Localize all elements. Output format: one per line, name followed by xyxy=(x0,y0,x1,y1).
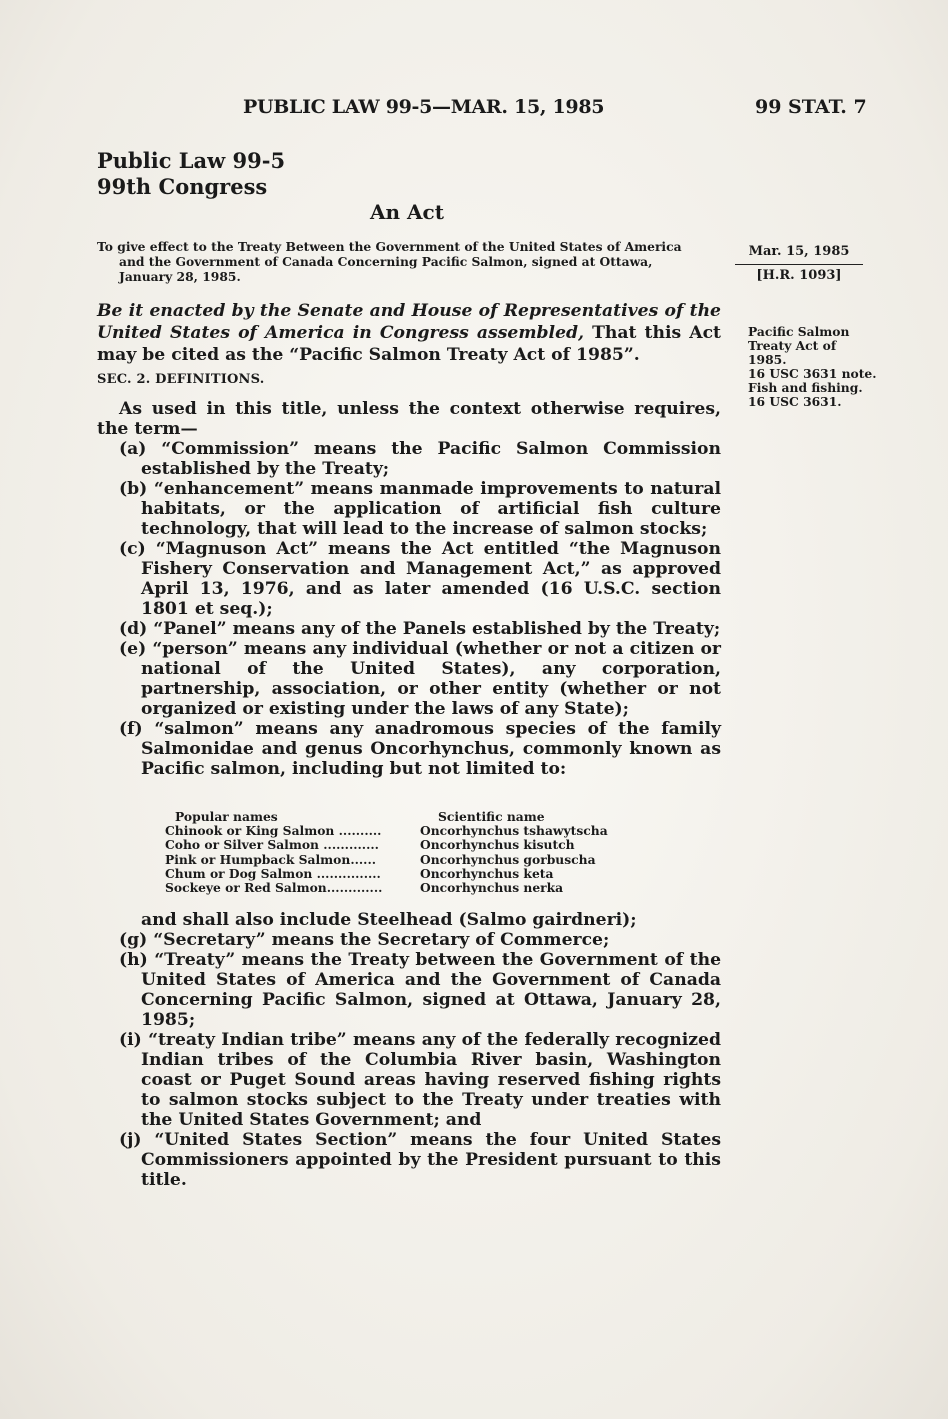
definition-j: (j) “United States Section” means the four United States Commissioners appointed by the President pursuant to this title. xyxy=(119,1130,721,1190)
enactment-date: Mar. 15, 1985 xyxy=(748,244,850,259)
popular-name: Pink or Humpback Salmon...... xyxy=(165,852,377,867)
table-header-row xyxy=(165,810,635,824)
enacting-clause xyxy=(97,300,721,366)
definition-f-continued: and shall also include Steelhead (Salmo gairdneri); xyxy=(141,910,637,930)
purpose-line-2: and the Government of Canada Concerning Pacific Salmon, signed at Ottawa, xyxy=(119,254,653,269)
congress-number: 99th Congress xyxy=(97,174,268,199)
column-header-scientific: Scientific name xyxy=(438,809,545,824)
scientific-name: Oncorhynchus tshawytscha xyxy=(420,823,608,839)
popular-name: Chum or Dog Salmon ............... xyxy=(165,866,381,881)
table-row xyxy=(165,853,635,867)
margin-note-usc: 16 USC 3631. xyxy=(748,394,842,409)
popular-name: Sockeye or Red Salmon............. xyxy=(165,881,383,896)
definition-i: (i) “treaty Indian tribe” means any of the federally recognized Indian tribes of the Columbia River basin, Washington coast or Puget Sound areas having reserved fishing rights to salmon stocks subject to the Treaty under treaties with the United States Government; and xyxy=(119,1030,721,1130)
margin-divider xyxy=(735,264,863,265)
scientific-name: Oncorhynchus keta xyxy=(420,865,554,881)
definition-g: (g) “Secretary” means the Secretary of Commerce; xyxy=(119,930,610,950)
definition-f: (f) “salmon” means any anadromous species of the family Salmonidae and genus Oncorhynchus, commonly known as Pacific salmon, including but not limited to: xyxy=(119,719,721,779)
definitions-part-1 xyxy=(97,399,721,779)
definitions-part-2 xyxy=(97,910,721,1190)
definitions-intro: As used in this title, unless the context otherwise requires, the term— xyxy=(97,399,721,439)
scientific-name: Oncorhynchus nerka xyxy=(420,880,564,896)
definition-c: (c) “Magnuson Act” means the Act entitled “the Magnuson Fishery Conservation and Management Act,” as approved April 13, 1976, and as later amended (16 U.S.C. section 1801 et seq.); xyxy=(119,539,721,619)
table-row xyxy=(165,824,635,838)
definition-h: (h) “Treaty” means the Treaty between the Government of the United States of America and the Government of Canada Concerning Pacific Salmon, signed at Ottawa, January 28, 1985; xyxy=(119,950,721,1030)
enacting-clause-italic: Be it enacted by the Senate and House of Representatives of the United States of America in Congress assembled, xyxy=(97,301,721,343)
scientific-name: Oncorhynchus kisutch xyxy=(420,837,575,853)
table-row xyxy=(165,881,635,895)
scientific-name: Oncorhynchus gorbuscha xyxy=(420,851,596,867)
short-title-text: That this Act may be cited as the “Pacific Salmon Treaty Act of 1985”. xyxy=(97,323,721,365)
margin-notes xyxy=(748,325,878,409)
margin-note-usc-note: 16 USC 3631 note. xyxy=(748,366,877,381)
running-header: PUBLIC LAW 99-5—MAR. 15, 1985 xyxy=(243,96,605,118)
purpose-line-1: To give effect to the Treaty Between the Government of the United States of America xyxy=(97,239,682,254)
bill-number: [H.R. 1093] xyxy=(756,268,842,283)
definition-b: (b) “enhancement” means manmade improvements to natural habitats, or the application of artificial fish culture technology, that will lead to the increase of salmon stocks; xyxy=(119,479,721,539)
popular-name: Chinook or King Salmon .......... xyxy=(165,824,382,839)
table-row xyxy=(165,838,635,852)
definition-e: (e) “person” means any individual (whether or not a citizen or national of the United States), any corporation, partnership, association, or other entity (whether or not organized or existing under the laws of any State); xyxy=(119,639,721,719)
margin-note-subject: Fish and fishing. xyxy=(748,380,863,395)
table-row xyxy=(165,867,635,881)
margin-date-block xyxy=(735,243,863,285)
act-purpose xyxy=(97,239,721,284)
public-law-number: Public Law 99-5 xyxy=(97,148,286,173)
section-heading: SEC. 2. DEFINITIONS. xyxy=(97,372,265,387)
statute-page-number: 99 STAT. 7 xyxy=(755,96,867,118)
definition-d: (d) “Panel” means any of the Panels established by the Treaty; xyxy=(119,619,721,639)
margin-note-short-title: Pacific Salmon Treaty Act of 1985. xyxy=(748,324,850,367)
purpose-line-3: January 28, 1985. xyxy=(119,269,241,284)
column-header-popular: Popular names xyxy=(175,810,278,824)
definition-a: (a) “Commission” means the Pacific Salmon Commission established by the Treaty; xyxy=(119,439,721,479)
act-heading: An Act xyxy=(370,200,444,224)
salmon-species-table xyxy=(165,810,635,895)
popular-name: Coho or Silver Salmon ............. xyxy=(165,838,379,853)
